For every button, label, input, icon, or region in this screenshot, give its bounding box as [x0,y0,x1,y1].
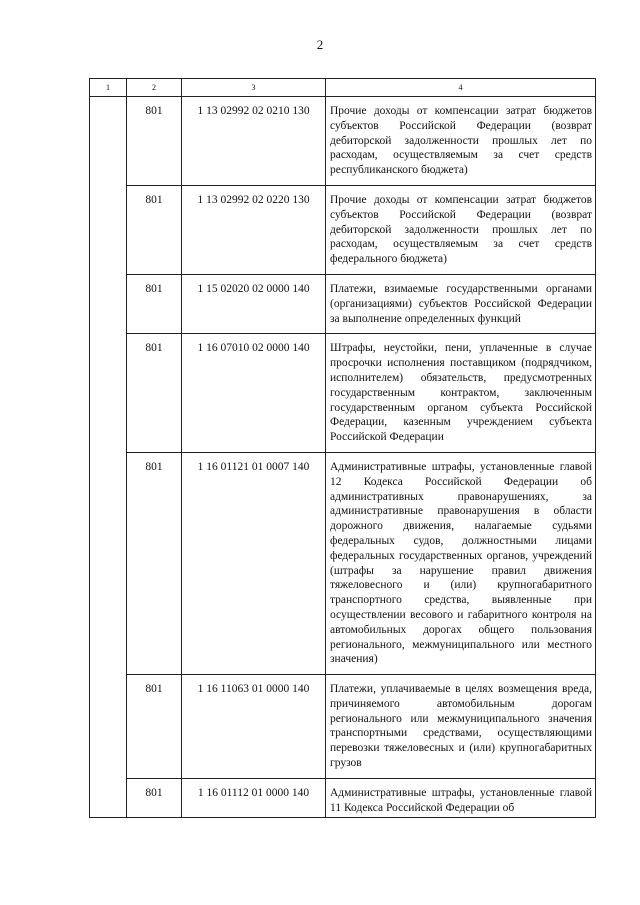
page-number: 2 [316,37,324,52]
revenue-description-cell: Платежи, уплачиваемые в целях возмещения вреда, причиняемого автомобильным дорогам регионального или межмуниципального значения транспортными средствами, осуществляющими перевозки тяжеловесных и (или) крупногабаритных грузов [326,675,596,779]
table-row [90,334,596,453]
column-header: 1 [90,79,127,97]
budget-code-cell: 1 16 07010 02 0000 140 [182,334,326,453]
admin-code-cell: 801 [127,97,182,186]
table-row [90,675,596,779]
budget-code-cell: 1 13 02992 02 0220 130 [182,185,326,274]
table-row [90,452,596,674]
revenue-description-cell: Административные штрафы, установленные главой 12 Кодекса Российской Федерации об административных правонарушениях, за административные правонарушения в области дорожного движения, налагаемые судьями федеральных судов, должностными лицами федеральных государственных органов, учреждений (штрафы за нарушение правил движения тяжеловесного и (или) крупногабаритного транспортного средства, выявленные при осуществлении весового и габаритного контроля на автомобильных дорогах общего пользования регионального, межмуниципального или местного значения) [326,452,596,674]
table-row [90,274,596,333]
budget-code-cell: 1 15 02020 02 0000 140 [182,274,326,333]
budget-code-cell: 1 13 02992 02 0210 130 [182,97,326,186]
column-header: 2 [127,79,182,97]
admin-code-cell: 801 [127,185,182,274]
table-row [90,97,596,186]
table-row [90,778,596,818]
admin-code-cell: 801 [127,274,182,333]
column-header: 4 [326,79,596,97]
admin-code-cell: 801 [127,452,182,674]
revenue-description-cell: Административные штрафы, установленные главой 11 Кодекса Российской Федерации об [326,778,596,818]
revenue-description-cell: Прочие доходы от компенсации затрат бюджетов субъектов Российской Федерации (возврат дебиторской задолженности прошлых лет по расходам, осуществляемым за счет средств федерального бюджета) [326,185,596,274]
revenue-description-cell: Платежи, взимаемые государственными органами (организациями) субъектов Российской Федерации за выполнение определенных функций [326,274,596,333]
column-1-merged-cell [90,97,127,818]
column-header: 3 [182,79,326,97]
budget-code-cell: 1 16 11063 01 0000 140 [182,675,326,779]
revenue-description-cell: Прочие доходы от компенсации затрат бюджетов субъектов Российской Федерации (возврат дебиторской задолженности прошлых лет по расходам, осуществляемым за счет средств республиканского бюджета) [326,97,596,186]
admin-code-cell: 801 [127,778,182,818]
table-row [90,185,596,274]
column-number-row [90,79,596,97]
budget-code-cell: 1 16 01112 01 0000 140 [182,778,326,818]
admin-code-cell: 801 [127,334,182,453]
revenue-description-cell: Штрафы, неустойки, пени, уплаченные в случае просрочки исполнения поставщиком (подрядчиком, исполнителем) обязательств, предусмотренных государственным контрактом, заключенным государственным органом субъекта Российской Федерации, казенным учреждением субъекта Российской Федерации [326,334,596,453]
budget-code-cell: 1 16 01121 01 0007 140 [182,452,326,674]
admin-code-cell: 801 [127,675,182,779]
budget-codes-table [89,78,596,818]
